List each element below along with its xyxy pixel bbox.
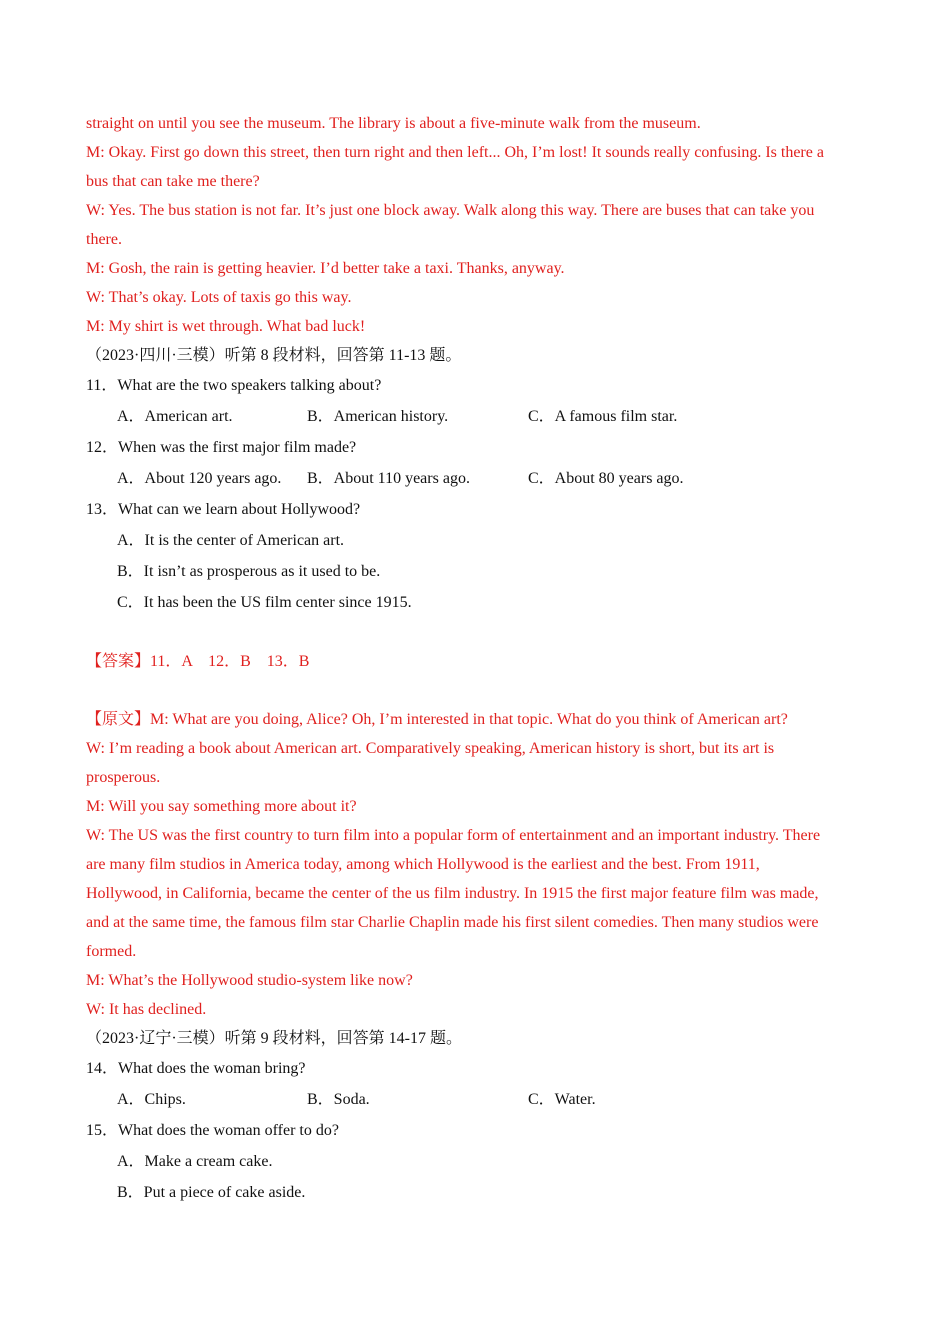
option-b: B．It isn’t as prosperous as it used to be. — [117, 563, 381, 580]
question-12: 12．When was the first major film made? — [86, 439, 357, 456]
section8-transcript — [86, 705, 866, 1024]
option-a: A．Chips. — [117, 1091, 186, 1108]
option-a: A．It is the center of American art. — [117, 532, 345, 549]
spacer — [86, 618, 866, 647]
section-header: （2023·辽宁·三模）听第 9 段材料，回答第 14-17 题。 — [86, 1030, 462, 1047]
question-11: 11．What are the two speakers talking about? — [86, 377, 382, 394]
option-c: C．About 80 years ago. — [528, 470, 684, 487]
option-a: A．Make a cream cake. — [117, 1153, 273, 1170]
transcript-line: W: Yes. The bus station is not far. It’s just one block away. Walk along this way. There are buses that can take you — [86, 202, 815, 219]
option-c: C．Water. — [528, 1091, 596, 1108]
transcript-line: M: Okay. First go down this street, then turn right and then left... Oh, I’m lost! It sounds really confusing. Is there a — [86, 144, 824, 161]
transcript-line: 【原文】M: What are you doing, Alice? Oh, I’m interested in that topic. What do you think of American art? — [86, 711, 788, 728]
question-13: 13．What can we learn about Hollywood? — [86, 501, 361, 518]
transcript-line: and at the same time, the famous film star Charlie Chaplin made his first silent comedies. Then many studios were — [86, 914, 819, 931]
transcript-line: M: Will you say something more about it? — [86, 798, 357, 815]
transcript-line: M: Gosh, the rain is getting heavier. I’d better take a taxi. Thanks, anyway. — [86, 260, 565, 277]
option-c: C．It has been the US film center since 1915. — [117, 594, 412, 611]
question-11-options — [86, 401, 866, 432]
option-b: B．About 110 years ago. — [307, 470, 470, 487]
question-14-options — [86, 1084, 866, 1115]
question-15: 15．What does the woman offer to do? — [86, 1122, 339, 1139]
transcript-line: W: The US was the first country to turn film into a popular form of entertainment and an important industry. There — [86, 827, 821, 844]
transcript-line: are many film studios in America today, among which Hollywood is the earliest and the best. From 1911, — [86, 856, 760, 873]
document-page — [86, 109, 866, 1208]
transcript-line: there. — [86, 231, 122, 248]
transcript-line: bus that can take me there? — [86, 173, 260, 190]
option-a: A．About 120 years ago. — [117, 470, 282, 487]
transcript-line: straight on until you see the museum. The library is about a five-minute walk from the museum. — [86, 115, 701, 132]
spacer — [86, 676, 866, 705]
transcript-line: M: My shirt is wet through. What bad luck! — [86, 318, 366, 335]
option-c: C．A famous film star. — [528, 408, 678, 425]
answer-key: 【答案】11．A 12．B 13．B — [86, 653, 310, 670]
option-a: A．American art. — [117, 408, 233, 425]
option-b: B．American history. — [307, 408, 449, 425]
section-header: （2023·四川·三模）听第 8 段材料，回答第 11-13 题。 — [86, 347, 462, 364]
question-14: 14．What does the woman bring? — [86, 1060, 306, 1077]
transcript-line: prosperous. — [86, 769, 161, 786]
transcript-line: W: It has declined. — [86, 1001, 207, 1018]
top-transcript — [86, 109, 866, 341]
transcript-line: Hollywood, in California, became the center of the us film industry. In 1915 the first major feature film was made, — [86, 885, 819, 902]
option-b: B．Soda. — [307, 1091, 370, 1108]
transcript-line: W: I’m reading a book about American art. Comparatively speaking, American history is short, but its art is — [86, 740, 775, 757]
transcript-line: formed. — [86, 943, 137, 960]
question-12-options — [86, 463, 866, 494]
transcript-line: W: That’s okay. Lots of taxis go this way. — [86, 289, 352, 306]
transcript-line: M: What’s the Hollywood studio-system like now? — [86, 972, 413, 989]
option-b: B．Put a piece of cake aside. — [117, 1184, 306, 1201]
